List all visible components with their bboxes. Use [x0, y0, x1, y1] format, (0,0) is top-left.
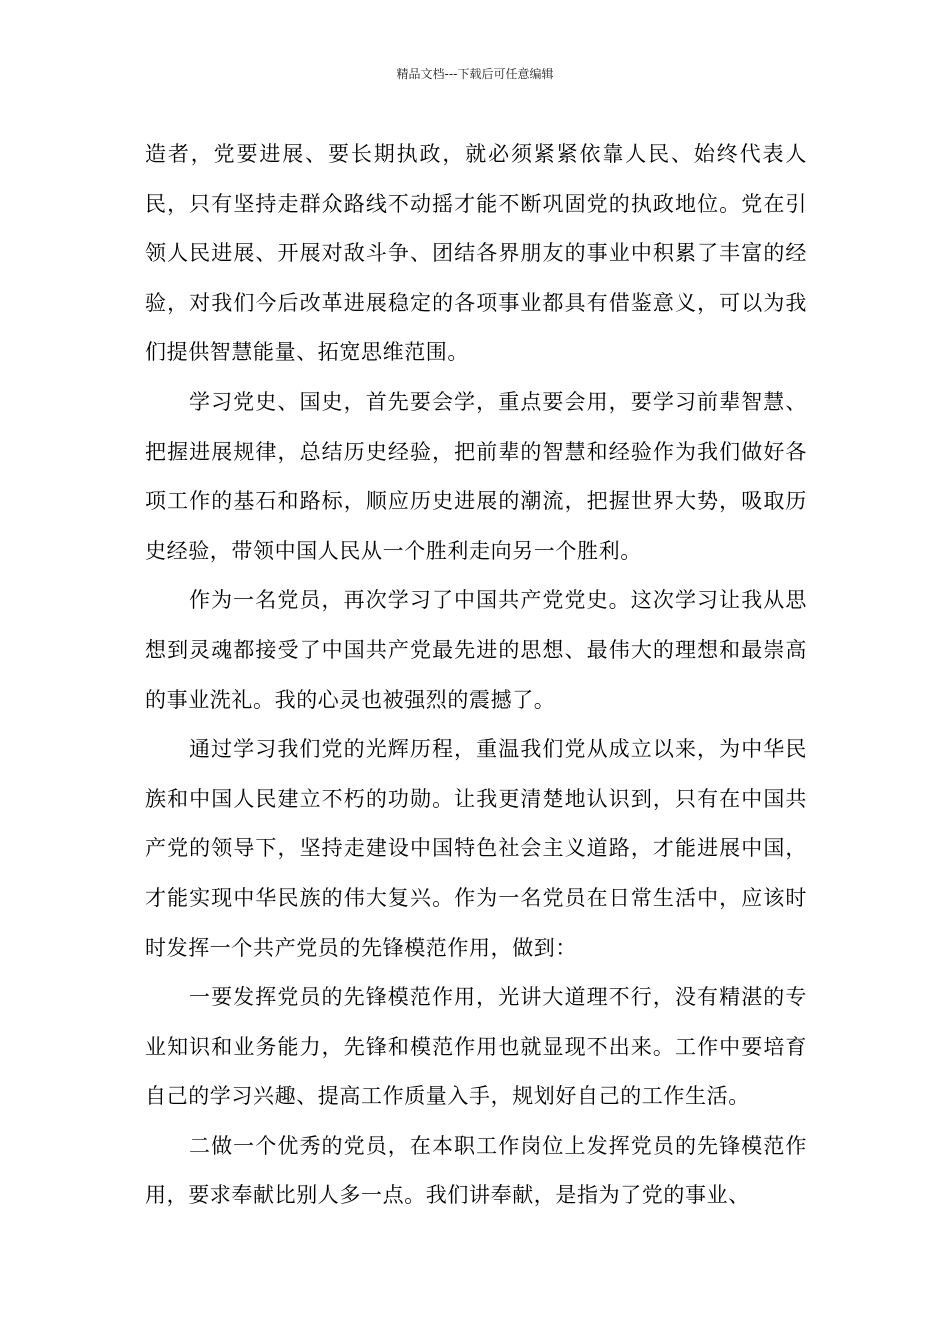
- paragraph: 二做一个优秀的党员，在本职工作岗位上发挥党员的先锋模范作用，要求奉献比别人多一点。我们讲奉献，是指为了党的事业、: [145, 1133, 807, 1208]
- paragraph: 作为一名党员，再次学习了中国共产党党史。这次学习让我从思想到灵魂都接受了中国共产党最先进的思想、最伟大的理想和最崇高的事业洗礼。我的心灵也被强烈的震撼了。: [145, 588, 807, 712]
- paragraph: 一要发挥党员的先锋模范作用，光讲大道理不行，没有精湛的专业知识和业务能力，先锋和模范作用也就显现不出来。工作中要培育自己的学习兴趣、提高工作质量入手，规划好自己的工作生活。: [145, 985, 807, 1109]
- paragraph: 学习党史、国史，首先要会学，重点要会用，要学习前辈智慧、把握进展规律，总结历史经验，把前辈的智慧和经验作为我们做好各项工作的基石和路标，顺应历史进展的潮流，把握世界大势，吸取历史经验，带领中国人民从一个胜利走向另一个胜利。: [145, 389, 807, 563]
- page-header: 精品文档---下载后可任意编辑: [396, 67, 554, 81]
- paragraph: 通过学习我们党的光辉历程，重温我们党从成立以来，为中华民族和中国人民建立不朽的功勋。让我更清楚地认识到，只有在中国共产党的领导下，坚持走建设中国特色社会主义道路，才能进展中国，才能实现中华民族的伟大复兴。作为一名党员在日常生活中，应该时时发挥一个共产党员的先锋模范作用，做到：: [145, 737, 807, 960]
- document-body: [145, 130, 807, 1221]
- paragraph-continuation: 造者，党要进展、要长期执政，就必须紧紧依靠人民、始终代表人民，只有坚持走群众路线不动摇才能不断巩固党的执政地位。党在引领人民进展、开展对敌斗争、团结各界朋友的事业中积累了丰富的经验，对我们今后改革进展稳定的各项事业都具有借鉴意义，可以为我们提供智慧能量、拓宽思维范围。: [145, 142, 807, 365]
